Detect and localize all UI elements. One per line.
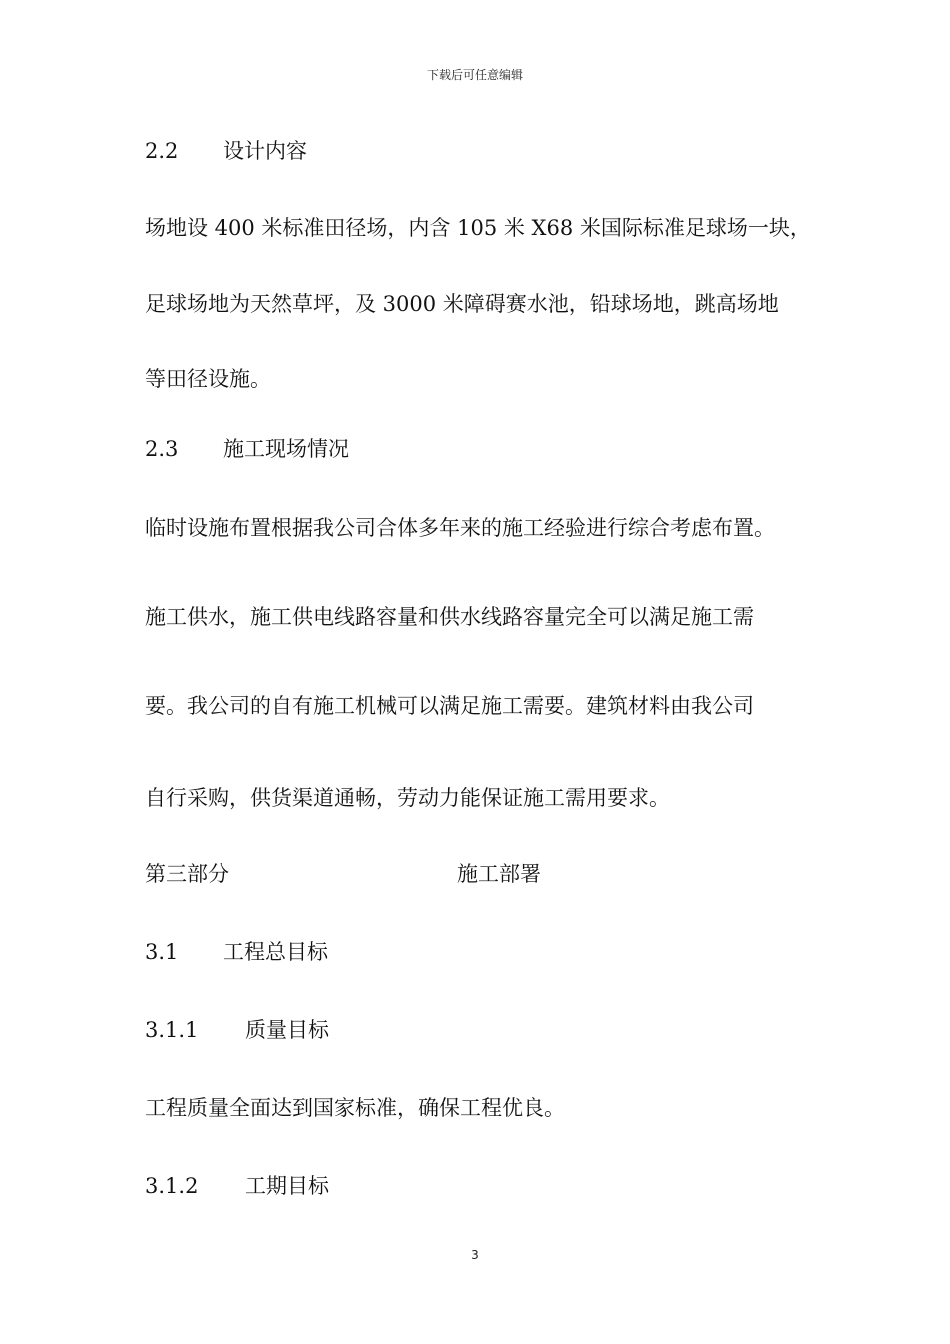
part-title: 施工部署	[457, 862, 541, 886]
section-heading-3-1-1	[145, 1016, 329, 1044]
paragraph-line: 等田径设施。	[145, 367, 271, 391]
page-number: 3	[471, 1248, 479, 1262]
paragraph-line: 场地设 400 米标准田径场，内含 105 米 X68 米国际标准足球场一块，	[145, 216, 811, 240]
paragraph-line: 要。我公司的自有施工机械可以满足施工需要。建筑材料由我公司	[145, 694, 754, 718]
section-title: 工期目标	[245, 1174, 329, 1198]
section-title: 施工现场情况	[223, 437, 349, 461]
section-heading-2-2	[145, 137, 307, 165]
paragraph-line: 施工供水，施工供电线路容量和供水线路容量完全可以满足施工需	[145, 605, 754, 629]
page-header: 下载后可任意编辑	[426, 68, 523, 82]
section-title: 质量目标	[245, 1018, 329, 1042]
section-heading-3-1-2	[145, 1172, 329, 1200]
paragraph-line: 工程质量全面达到国家标准，确保工程优良。	[145, 1096, 565, 1120]
part-label: 第三部分	[145, 862, 229, 886]
section-number: 2.2	[145, 139, 179, 163]
section-number: 3.1.1	[145, 1018, 199, 1042]
paragraph-line: 临时设施布置根据我公司合体多年来的施工经验进行综合考虑布置。	[145, 516, 775, 540]
paragraph-line: 足球场地为天然草坪，及 3000 米障碍赛水池，铅球场地，跳高场地	[145, 292, 779, 316]
paragraph-line: 自行采购，供货渠道通畅，劳动力能保证施工需用要求。	[145, 786, 670, 810]
section-number: 2.3	[145, 437, 179, 461]
section-title: 工程总目标	[223, 940, 328, 964]
part-heading	[145, 860, 805, 888]
section-heading-3-1	[145, 938, 328, 966]
section-number: 3.1	[145, 940, 179, 964]
section-title: 设计内容	[223, 139, 307, 163]
section-heading-2-3	[145, 435, 349, 463]
section-number: 3.1.2	[145, 1174, 199, 1198]
